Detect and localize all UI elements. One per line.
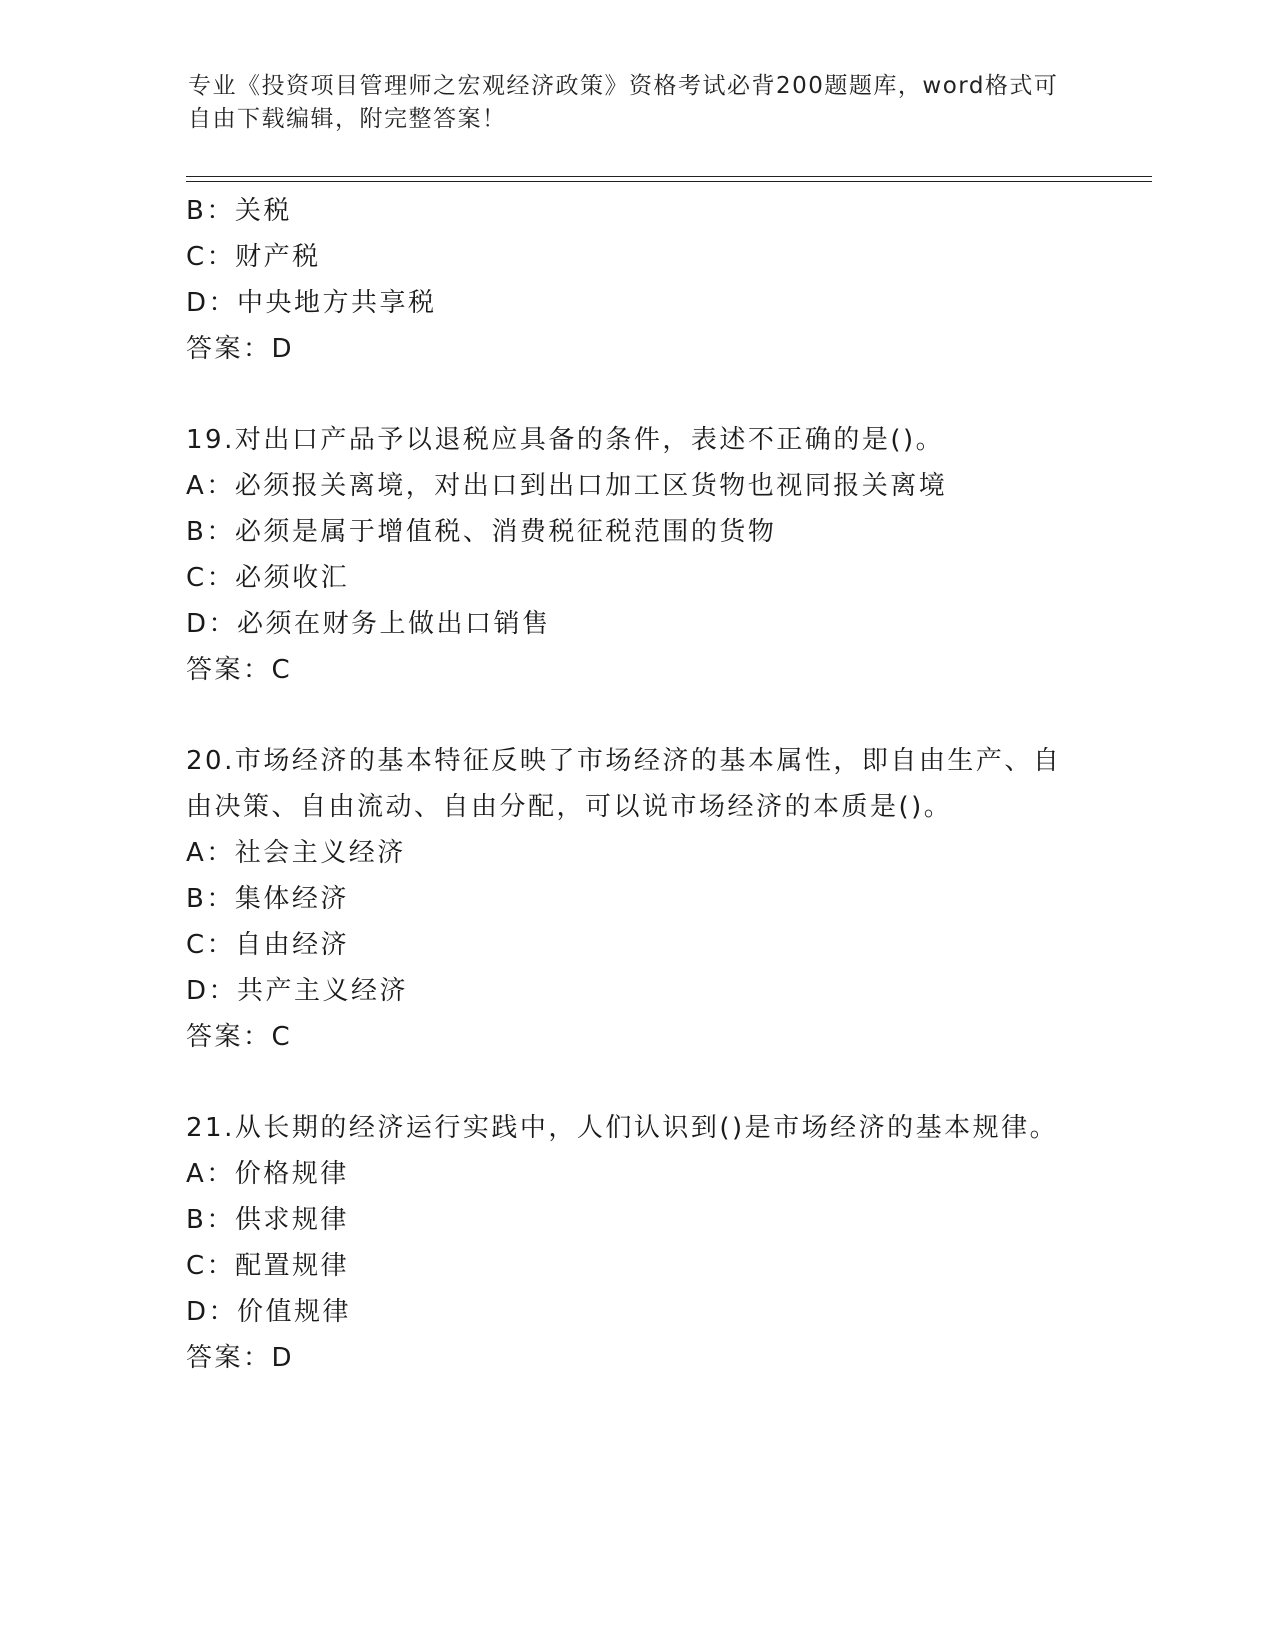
option-d: D：必须在财务上做出口销售 bbox=[186, 609, 551, 639]
option-c: C：财产税 bbox=[186, 242, 321, 272]
header-divider-top bbox=[186, 176, 1152, 177]
question-21 bbox=[186, 1105, 1086, 1381]
header-divider-bottom bbox=[186, 181, 1152, 182]
option-a: A：社会主义经济 bbox=[186, 838, 406, 868]
option-a: A：必须报关离境，对出口到出口加工区货物也视同报关离境 bbox=[186, 471, 948, 501]
option-b: B：必须是属于增值税、消费税征税范围的货物 bbox=[186, 517, 777, 547]
question-20 bbox=[186, 738, 1086, 1060]
option-a: A：价格规律 bbox=[186, 1159, 349, 1189]
header-line-2: 自由下载编辑，附完整答案！ bbox=[188, 106, 507, 132]
option-d: D：中央地方共享税 bbox=[186, 288, 437, 318]
spacer bbox=[186, 1060, 1086, 1105]
question-text-line-1: 20.市场经济的基本特征反映了市场经济的基本属性，即自由生产、自 bbox=[186, 746, 1062, 776]
question-list bbox=[186, 188, 1086, 1381]
question-19 bbox=[186, 417, 1086, 693]
spacer bbox=[186, 693, 1086, 738]
spacer bbox=[186, 372, 1086, 417]
header-line-1: 专业《投资项目管理师之宏观经济政策》资格考试必背200题题库，word格式可 bbox=[188, 73, 1059, 99]
page-header bbox=[188, 70, 1088, 136]
option-b: B：供求规律 bbox=[186, 1205, 349, 1235]
answer-line: 答案：D bbox=[186, 334, 295, 364]
option-c: C：自由经济 bbox=[186, 930, 350, 960]
option-b: B：集体经济 bbox=[186, 884, 349, 914]
answer-line: 答案：C bbox=[186, 655, 293, 685]
answer-line: 答案：C bbox=[186, 1022, 293, 1052]
option-c: C：必须收汇 bbox=[186, 563, 350, 593]
question-text: 19.对出口产品予以退税应具备的条件，表述不正确的是()。 bbox=[186, 425, 945, 455]
option-b: B：关税 bbox=[186, 196, 292, 226]
question-18-continued bbox=[186, 188, 1086, 372]
option-c: C：配置规律 bbox=[186, 1251, 350, 1281]
question-text: 21.从长期的经济运行实践中，人们认识到()是市场经济的基本规律。 bbox=[186, 1113, 1059, 1143]
question-text-line-2: 由决策、自由流动、自由分配，可以说市场经济的本质是()。 bbox=[186, 792, 953, 822]
option-d: D：共产主义经济 bbox=[186, 976, 409, 1006]
answer-line: 答案：D bbox=[186, 1343, 295, 1373]
option-d: D：价值规律 bbox=[186, 1297, 352, 1327]
